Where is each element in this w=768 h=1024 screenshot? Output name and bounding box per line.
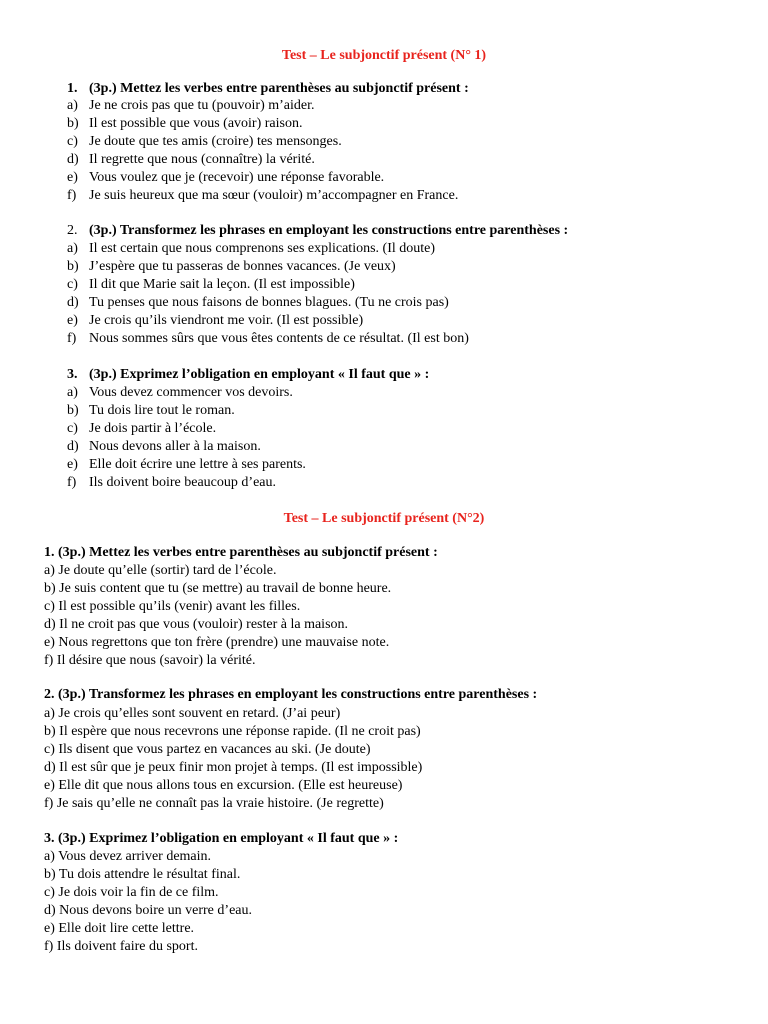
item-text: Ils doivent boire beaucoup d’eau. [89,475,276,490]
item-letter: c) [67,421,78,436]
list-item: d) Il ne croit pas que vous (vouloir) rester à la maison. [44,617,349,632]
section-heading-text: (3p.) Transformez les phrases en employant les constructions entre parenthèses : [58,687,538,702]
list-item [67,420,216,438]
list-item [67,402,235,420]
test-2-title: Test – Le subjonctif présent (N°2) [283,511,485,526]
item-text: Je ne crois pas que tu (pouvoir) m’aider. [89,98,315,113]
item-letter: b) [67,403,79,418]
item-letter: f) [67,475,77,490]
item-text: Je dois partir à l’école. [89,421,217,436]
test-2-section-3-heading [44,830,398,848]
list-item [67,474,276,492]
list-item [67,187,458,205]
section-heading-text: (3p.) Exprimez l’obligation en employant « Il faut que » : [58,831,399,846]
item-letter: b) [67,116,79,131]
list-item: d) Il est sûr que je peux finir mon projet à temps. (Il est impossible) [44,760,423,775]
section-heading-text: (3p.) Transformez les phrases en employant les constructions entre parenthèses : [89,223,569,238]
item-text: Je crois qu’ils viendront me voir. (Il est possible) [89,313,364,328]
item-letter: c) [67,277,78,292]
list-item: f) Ils doivent faire du sport. [44,939,198,954]
item-letter: a) [67,98,78,113]
list-item [67,169,384,187]
item-text: Tu dois lire tout le roman. [89,403,235,418]
list-item [67,276,355,294]
section-heading-text: (3p.) Exprimez l’obligation en employant « Il faut que » : [89,367,430,382]
test-1-section-3-heading [67,366,429,384]
list-item: c) Je dois voir la fin de ce film. [44,885,219,900]
section-number: 3. [44,831,55,846]
list-item: e) Elle doit lire cette lettre. [44,921,195,936]
item-text: Vous voulez que je (recevoir) une réponse favorable. [89,170,385,185]
list-item [67,456,306,474]
list-item [67,133,342,151]
test-2-section-2-heading [44,686,537,704]
list-item [67,330,469,348]
list-item [67,115,302,133]
item-text: Je doute que tes amis (croire) tes mensonges. [89,134,342,149]
section-heading-text: (3p.) Mettez les verbes entre parenthèses au subjonctif présent : [89,81,469,96]
list-item [67,97,315,115]
item-letter: e) [67,313,78,328]
test-1-title: Test – Le subjonctif présent (N° 1) [281,48,487,63]
list-item: c) Il est possible qu’ils (venir) avant les filles. [44,599,301,614]
item-letter: c) [67,134,78,149]
section-heading-text: (3p.) Mettez les verbes entre parenthèses au subjonctif présent : [58,545,438,560]
list-item: c) Ils disent que vous partez en vacances au ski. (Je doute) [44,742,371,757]
test-2-section-1-heading [44,544,438,562]
section-number: 3. [67,367,78,382]
item-text: Vous devez commencer vos devoirs. [89,385,293,400]
list-item [67,258,396,276]
item-text: Il est certain que nous comprenons ses explications. (Il doute) [89,241,436,256]
list-item: a) Vous devez arriver demain. [44,849,212,864]
item-text: Tu penses que nous faisons de bonnes blagues. (Tu ne crois pas) [89,295,449,310]
item-letter: f) [67,331,77,346]
list-item: b) Tu dois attendre le résultat final. [44,867,241,882]
list-item: e) Nous regrettons que ton frère (prendre) une mauvaise note. [44,635,390,650]
item-text: Elle doit écrire une lettre à ses parents. [89,457,306,472]
section-number: 1. [67,81,78,96]
list-item: b) Il espère que nous recevrons une réponse rapide. (Il ne croit pas) [44,724,421,739]
list-item: e) Elle dit que nous allons tous en excursion. (Elle est heureuse) [44,778,403,793]
list-item [67,438,261,456]
list-item [67,384,293,402]
list-item [67,240,435,258]
item-letter: d) [67,439,79,454]
list-item: f) Il désire que nous (savoir) la vérité. [44,653,256,668]
item-text: Nous sommes sûrs que vous êtes contents de ce résultat. (Il est bon) [89,331,469,346]
list-item: a) Je crois qu’elles sont souvent en retard. (J’ai peur) [44,706,341,721]
item-letter: a) [67,241,78,256]
list-item [67,151,315,169]
list-item [67,294,449,312]
item-text: Nous devons aller à la maison. [89,439,261,454]
item-text: Je suis heureux que ma sœur (vouloir) m’accompagner en France. [89,188,459,203]
item-letter: e) [67,457,78,472]
list-item: b) Je suis content que tu (se mettre) au travail de bonne heure. [44,581,392,596]
item-letter: d) [67,152,79,167]
section-number: 1. [44,545,55,560]
list-item: d) Nous devons boire un verre d’eau. [44,903,252,918]
item-text: Il dit que Marie sait la leçon. (Il est impossible) [89,277,355,292]
item-letter: f) [67,188,77,203]
item-text: J’espère que tu passeras de bonnes vacances. (Je veux) [89,259,396,274]
item-letter: b) [67,259,79,274]
test-1-section-1-heading [67,80,469,98]
section-number: 2. [44,687,55,702]
item-text: Il regrette que nous (connaître) la vérité. [89,152,315,167]
item-letter: e) [67,170,78,185]
test-1-section-2-heading [67,222,568,240]
list-item: a) Je doute qu’elle (sortir) tard de l’école. [44,563,277,578]
item-text: Il est possible que vous (avoir) raison. [89,116,303,131]
list-item: f) Je sais qu’elle ne connaît pas la vraie histoire. (Je regrette) [44,796,384,811]
section-number: 2. [67,223,78,238]
item-letter: d) [67,295,79,310]
item-letter: a) [67,385,78,400]
list-item [67,312,363,330]
